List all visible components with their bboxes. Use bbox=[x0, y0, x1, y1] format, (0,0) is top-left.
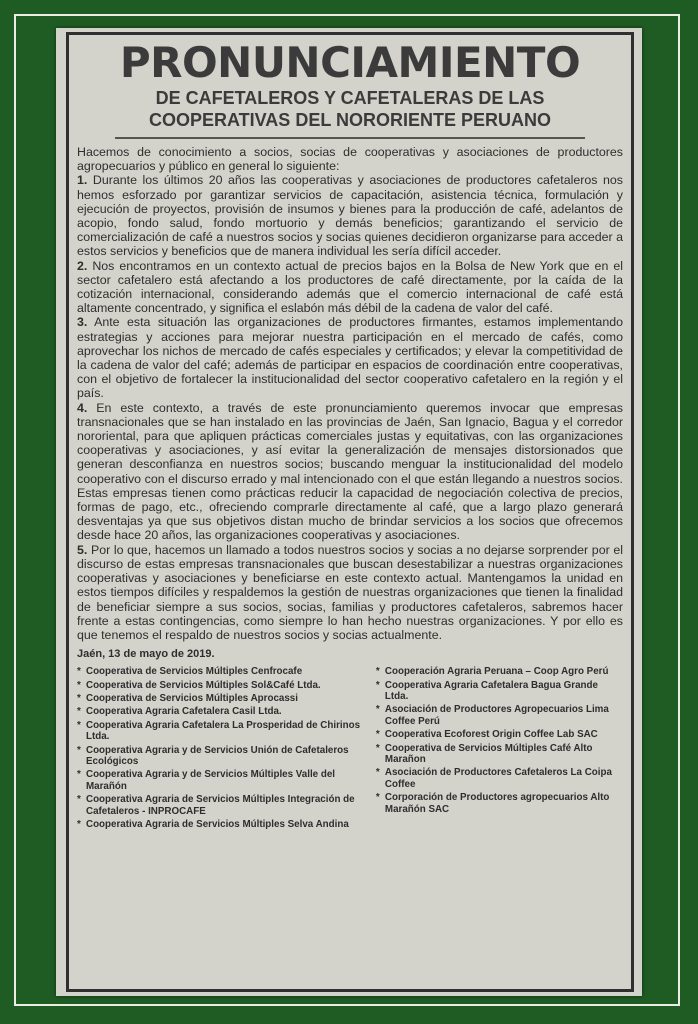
intro-paragraph: Hacemos de conocimiento a socios, socias de cooperativas y asociaciones de productores agropecuarios y público en general lo siguiente: bbox=[77, 145, 623, 174]
signatory-item: * Cooperativa Agraria Cafetalera Bagua Grande Ltda. bbox=[376, 680, 623, 703]
announcement-title: PRONUNCIAMIENTO bbox=[119, 38, 581, 87]
signatories-left-column bbox=[77, 666, 376, 832]
signatory-item: * Cooperativa Agraria Cafetalera La Prosperidad de Chirinos Ltda. bbox=[77, 720, 376, 743]
signatory-item: * Cooperación Agraria Peruana – Coop Agro Perú bbox=[376, 666, 623, 677]
point-3 bbox=[77, 315, 623, 400]
point-text: Ante esta situación las organizaciones de productores firmantes, estamos implementando estrategias y acciones para mejorar nuestra participación en el mercado de cafés, como aprovechar los nichos de mercado de cafés especiales y certificados; y elevar la competitividad de la cadena de valor del café; además de participar en espacios de coordinación entre cooperativas, con el objetivo de fortalecer la institucionalidad del sector cooperativo cafetalero en la región y el país. bbox=[77, 315, 623, 401]
point-number: 1. bbox=[77, 173, 88, 188]
signatory-item: * Cooperativa Ecoforest Origin Coffee Lab SAC bbox=[376, 729, 623, 740]
signatory-item: * Cooperativa Agraria de Servicios Múltiples Integración de Cafetaleros - INPROCAFE bbox=[77, 794, 376, 817]
announcement-subtitle-line1: DE CAFETALEROS Y CAFETALERAS DE LAS bbox=[155, 88, 545, 108]
announcement-subtitle-line2: COOPERATIVAS DEL NORORIENTE PERUANO bbox=[148, 110, 552, 130]
signatory-item: * Cooperativa de Servicios Múltiples Cenfrocafe bbox=[77, 666, 376, 677]
signatories-right-column bbox=[376, 666, 623, 832]
signatory-item: * Asociación de Productores Agropecuarios Lima Coffee Perú bbox=[376, 704, 623, 727]
signatory-item: * Cooperativa de Servicios Múltiples Aprocassi bbox=[77, 693, 376, 704]
point-4 bbox=[77, 401, 623, 543]
point-number: 5. bbox=[77, 542, 88, 557]
point-2 bbox=[77, 259, 623, 316]
point-number: 3. bbox=[77, 315, 88, 330]
signatory-item: * Cooperativa Agraria y de Servicios Unión de Cafetaleros Ecológicos bbox=[77, 745, 376, 768]
signatory-item: * Cooperativa de Servicios Múltiples Sol&Café Ltda. bbox=[77, 680, 376, 691]
signing-date: Jaén, 13 de mayo de 2019. bbox=[77, 648, 215, 661]
point-number: 2. bbox=[77, 258, 88, 273]
point-text: En este contexto, a través de este pronunciamiento queremos invocar que empresas transnacionales que se han instalado en las provincias de Jaén, San Ignacio, Bagua y el corredor nororiental, para que apliquen prácticas comerciales justas y equitativas, con las organizaciones cooperativas y asociaciones, y así evitar la generalización de mensajes distorsionados que generan desconfianza en nuestros socios; buscando menguar la institucionalidad del modelo cooperativo con el discurso errado y mal intencionado con el que están llegando a nuestros socios. Estas empresas tienen como prácticas reducir la capacidad de negociación colectiva de precios, formas de pago, etc., ofreciendo comprarle directamente al café, que a largo plazo generará desventajas ya que sus objetivos distan mucho de brindar servicios a los socios que ofrecemos desde hace 20 años, las organizaciones cooperativas y asociaciones. bbox=[77, 400, 623, 543]
signatory-item: * Corporación de Productores agropecuarios Alto Marañón SAC bbox=[376, 792, 623, 815]
point-text: Nos encontramos en un contexto actual de precios bajos en la Bolsa de New York que en el sector cafetalero está afectando a los productores de café directamente, por la caída de la cotización internacional, considerando además que el comercio internacional de café está altamente concentrado, y significa el eslabón más débil de la cadena de valor del café. bbox=[77, 258, 623, 316]
announcement-box bbox=[66, 32, 634, 992]
signatory-item: * Cooperativa Agraria de Servicios Múltiples Selva Andina bbox=[77, 819, 376, 830]
announcement-body bbox=[77, 145, 623, 642]
signatory-item: * Cooperativa Agraria Cafetalera Casil Ltda. bbox=[77, 706, 376, 717]
point-1 bbox=[77, 173, 623, 258]
point-5 bbox=[77, 543, 623, 642]
signatory-item: * Cooperativa de Servicios Múltiples Café Alto Marañon bbox=[376, 743, 623, 766]
title-divider bbox=[115, 137, 585, 139]
signatory-item: * Cooperativa Agraria y de Servicios Múltiples Valle del Marañón bbox=[77, 769, 376, 792]
point-text: Por lo que, hacemos un llamado a todos nuestros socios y socias a no dejarse sorprender por el discurso de estas empresas transnacionales que buscan desestabilizar a nuestras organizaciones cooperativas y asociaciones y beneficiarse en este contexto actual. Mantengamos la unidad en estos tiempos difíciles y respaldemos la gestión de nuestras organizaciones que tienen la finalidad de beneficiar siempre a sus socios, socias, familias y productores cafetaleros, sabremos hacer frente a estas contingencias, como siempre lo han hecho nuestras organizaciones. Y por ello es que tenemos el respaldo de nuestros socios y socias actualmente. bbox=[77, 542, 623, 642]
point-number: 4. bbox=[77, 400, 88, 415]
signatory-item: * Asociación de Productores Cafetaleros La Coipa Coffee bbox=[376, 767, 623, 790]
signatories bbox=[77, 666, 623, 832]
point-text: Durante los últimos 20 años las cooperativas y asociaciones de productores cafetaleros nos hemos esforzado por garantizar servicios de capacitación, asistencia técnica, formulación y ejecución de proyectos, provisión de insumos y bienes para la producción de café, adelantos de acopio, fondo salud, fondo mortuorio y demás beneficios; garantizando el servicio de comercialización de café a nuestros socios y socias quienes decidieron organizarse para acceder a estos servicios y beneficios que de manera individual les sería difícil acceder. bbox=[77, 173, 623, 259]
newspaper-clipping bbox=[56, 28, 642, 996]
